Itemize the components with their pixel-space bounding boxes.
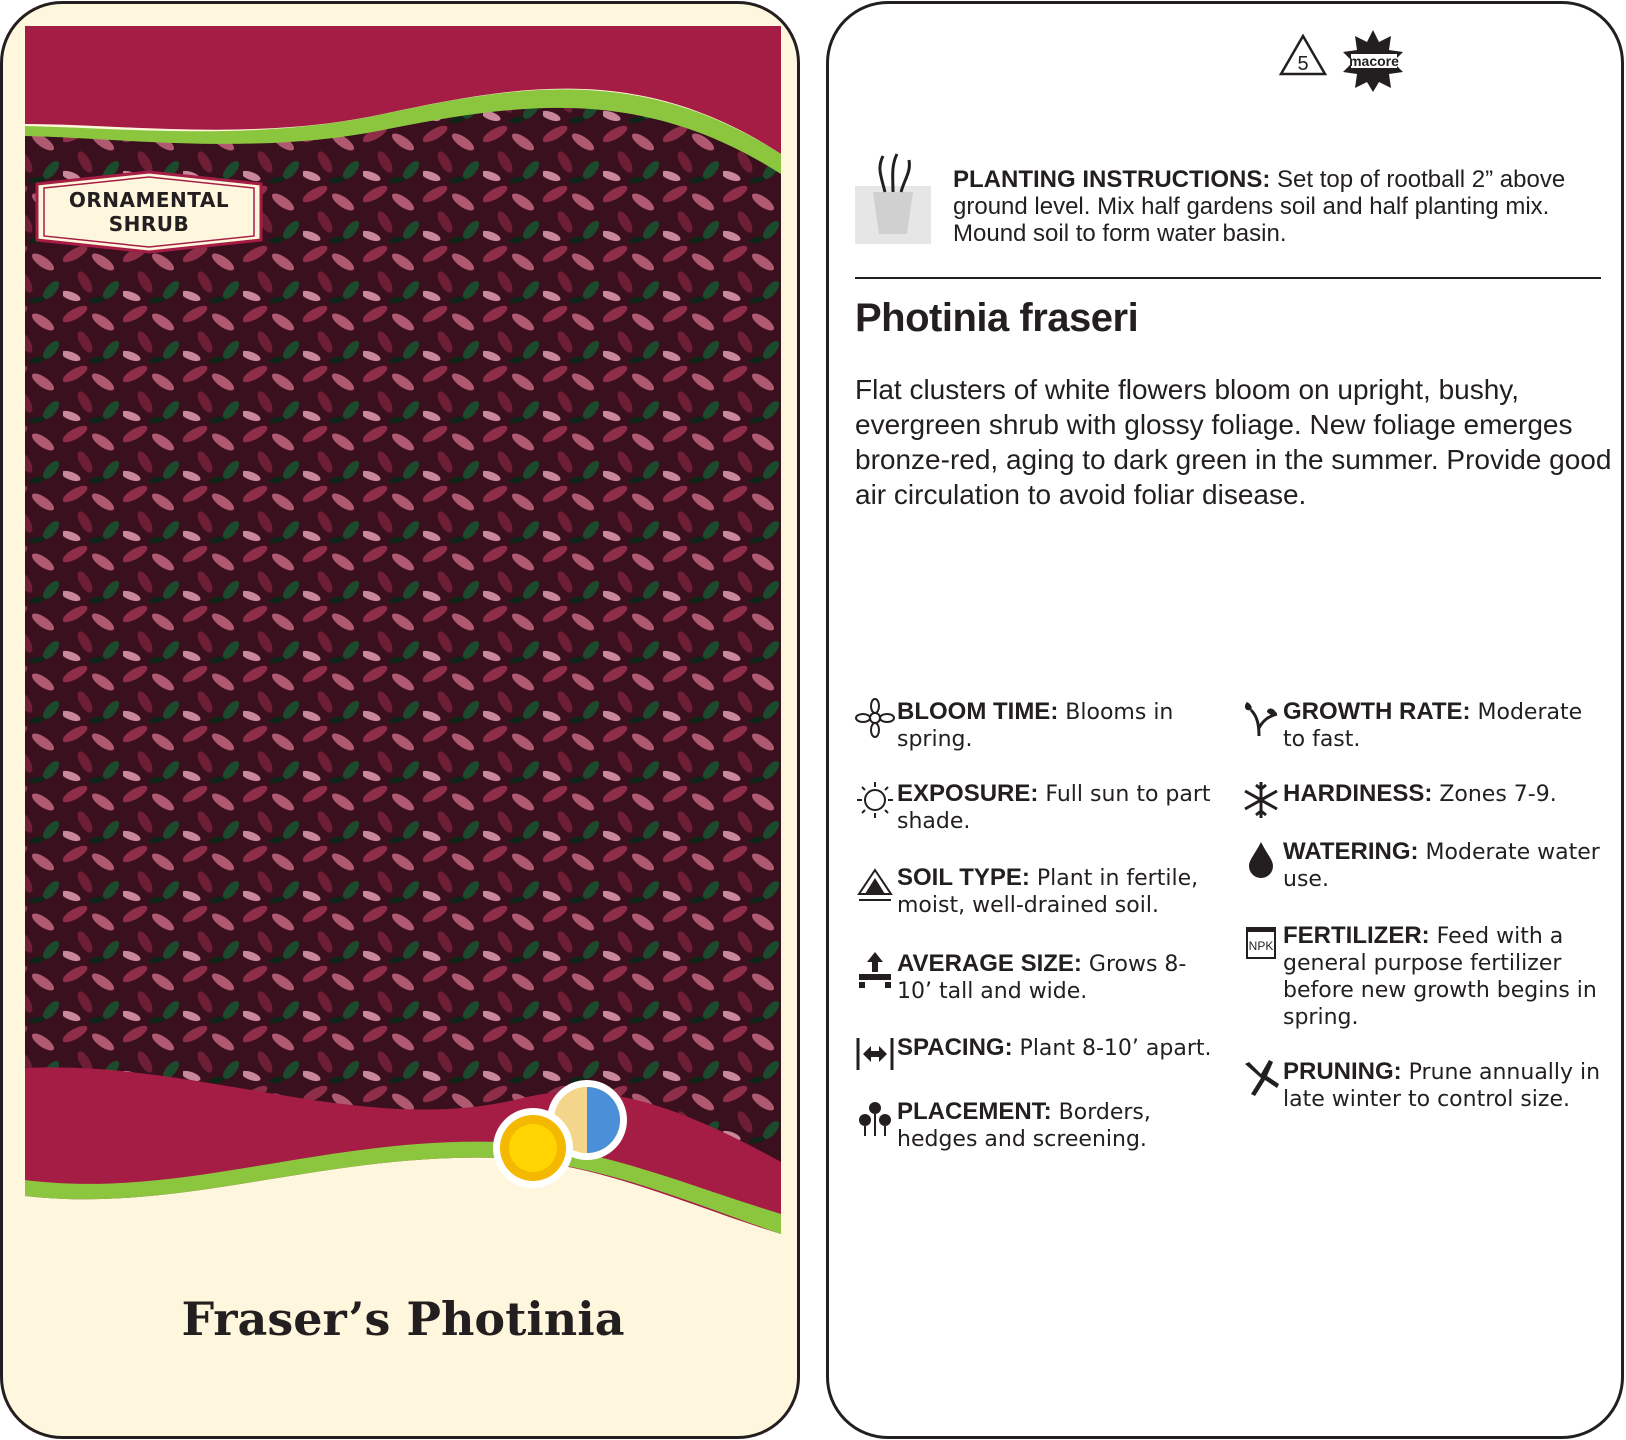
logos: [1273, 28, 1433, 92]
category-line-1: ORNAMENTAL: [68, 188, 230, 212]
sprout-icon: [1241, 698, 1281, 738]
placement-label: PLACEMENT:: [897, 1098, 1052, 1125]
svg-text:NPK: NPK: [1248, 939, 1274, 953]
category-label: [35, 188, 263, 236]
common-name: Fraser’s Photinia: [181, 1292, 625, 1346]
spacing-icon: [855, 1034, 895, 1074]
planting-label: PLANTING INSTRUCTIONS:: [953, 166, 1271, 193]
svg-text:macore: macore: [1349, 53, 1399, 69]
watering-label: WATERING:: [1283, 838, 1419, 865]
growth-rate-label: GROWTH RATE:: [1283, 698, 1471, 725]
soil-type-label: SOIL TYPE:: [897, 864, 1030, 891]
fertilizer-text: Feed with a general purpose fertilizer before new growth begins in spring.: [1283, 924, 1597, 1030]
hardiness-text: Zones 7-9.: [1432, 782, 1557, 807]
plant-photo: [25, 96, 781, 1164]
placement-icon: [855, 1098, 895, 1138]
snowflake-icon: [1241, 780, 1281, 820]
exposure-label: EXPOSURE:: [897, 780, 1039, 807]
spacing-text: Plant 8-10’ apart.: [1012, 1036, 1212, 1061]
divider: [855, 277, 1601, 279]
spacing-label: SPACING:: [897, 1034, 1013, 1061]
full-sun-icon: [493, 1108, 573, 1188]
pruning-text: Prune annually in late winter to control size.: [1283, 1060, 1601, 1112]
recycle-number: 5: [1297, 53, 1309, 75]
soil-type-text: Plant in fertile, moist, well-drained soil.: [897, 866, 1199, 918]
plant-description: Flat clusters of white flowers bloom on upright, bushy, evergreen shrub with glossy foliage. New foliage emerges bronze-red, aging to dark green in the summer. Provide good air circulation to avoid foliar disease.: [855, 374, 1612, 510]
bloom-time-text: Blooms in spring.: [897, 700, 1174, 752]
npk-icon: [1241, 922, 1281, 962]
sun-exposure-icons: [491, 1078, 641, 1190]
planting-text: Set top of rootball 2” above ground level. Mix half gardens soil and half planting mix. Mound soil to form water basin.: [953, 166, 1566, 247]
flower-icon: [855, 698, 895, 738]
category-line-2: SHRUB: [108, 212, 190, 236]
potted-plant-icon: [855, 152, 931, 244]
fertilizer-label: FERTILIZER:: [1283, 922, 1430, 949]
size-icon: [855, 950, 895, 990]
placement-text: Borders, hedges and screening.: [897, 1100, 1151, 1152]
exposure-text: Full sun to part shade.: [897, 782, 1211, 834]
average-size-text: Grows 8-10’ tall and wide.: [897, 952, 1187, 1004]
botanical-name: Photinia fraseri: [855, 296, 1139, 340]
pruning-label: PRUNING:: [1283, 1058, 1402, 1085]
macore-logo: [1343, 30, 1403, 92]
front-card: [0, 1, 800, 1439]
planting-instructions: [953, 166, 1583, 247]
back-card: [826, 1, 1624, 1439]
average-size-label: AVERAGE SIZE:: [897, 950, 1082, 977]
watering-text: Moderate water use.: [1283, 840, 1600, 892]
sun-outline-icon: [855, 780, 895, 820]
bloom-time-label: BLOOM TIME:: [897, 698, 1059, 725]
growth-rate-text: Moderate to fast.: [1283, 700, 1583, 752]
pruners-icon: [1241, 1058, 1281, 1098]
water-drop-icon: [1241, 838, 1281, 878]
hardiness-label: HARDINESS:: [1283, 780, 1433, 807]
soil-icon: [855, 864, 895, 904]
